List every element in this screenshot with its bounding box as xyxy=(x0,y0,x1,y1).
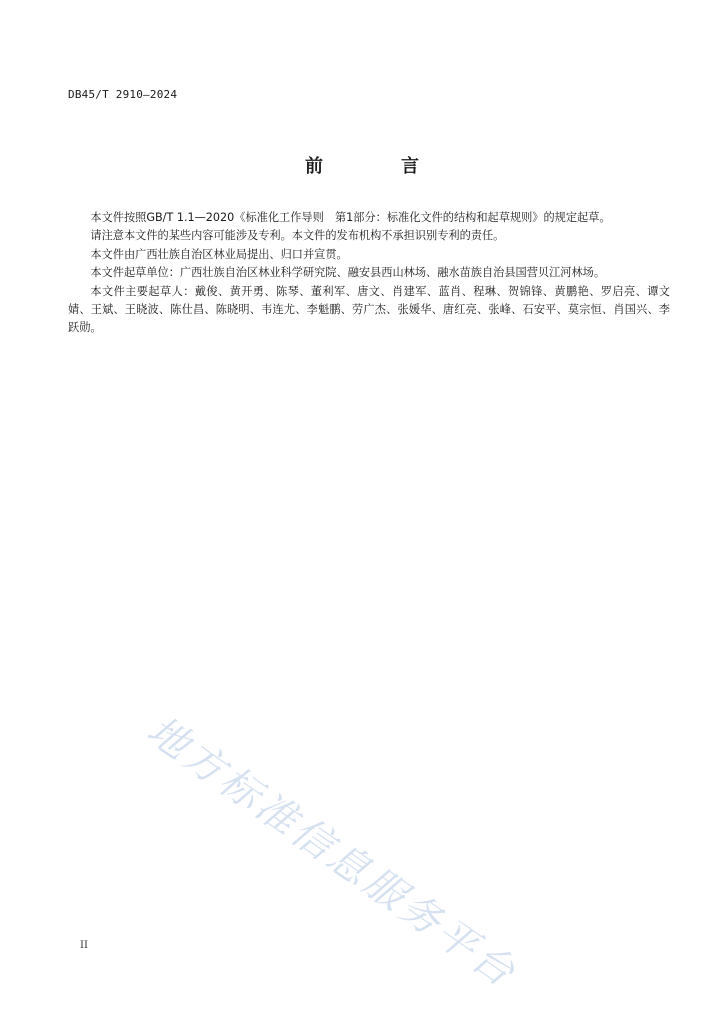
paragraph-drafting-units: 本文件起草单位：广西壮族自治区林业科学研究院、融安县西山林场、融水苗族自治县国营贝江河林场。 xyxy=(90,266,606,280)
foreword-body xyxy=(68,209,670,338)
paragraph-drafters: 本文件主要起草人：戴俊、黄开勇、陈琴、董利军、唐文、肖建军、蓝肖、程琳、贺锦锋、黄鹏艳、罗启亮、谭文婧、王斌、王晓波、陈仕昌、陈晓明、韦连尤、李魁鹏、劳广杰、张媛华、唐红亮、张峰、石安平、莫宗恒、肖国兴、李跃勋。 xyxy=(68,284,670,335)
standard-code: DB45/T 2910—2024 xyxy=(68,88,178,101)
page-title: 前 言 xyxy=(305,156,449,177)
paragraph-drafting-rules: 本文件按照GB/T 1.1—2020《标准化工作导则 第1部分：标准化文件的结构和起草规则》的规定起草。 xyxy=(90,211,611,224)
paragraph-patent-notice: 请注意本文件的某些内容可能涉及专利。本文件的发布机构不承担识别专利的责任。 xyxy=(90,229,505,243)
paragraph-proposer: 本文件由广西壮族自治区林业局提出、归口并宣贯。 xyxy=(90,247,348,261)
watermark: 地方标准信息服务平台 xyxy=(138,707,526,998)
page-number: II xyxy=(80,940,88,951)
